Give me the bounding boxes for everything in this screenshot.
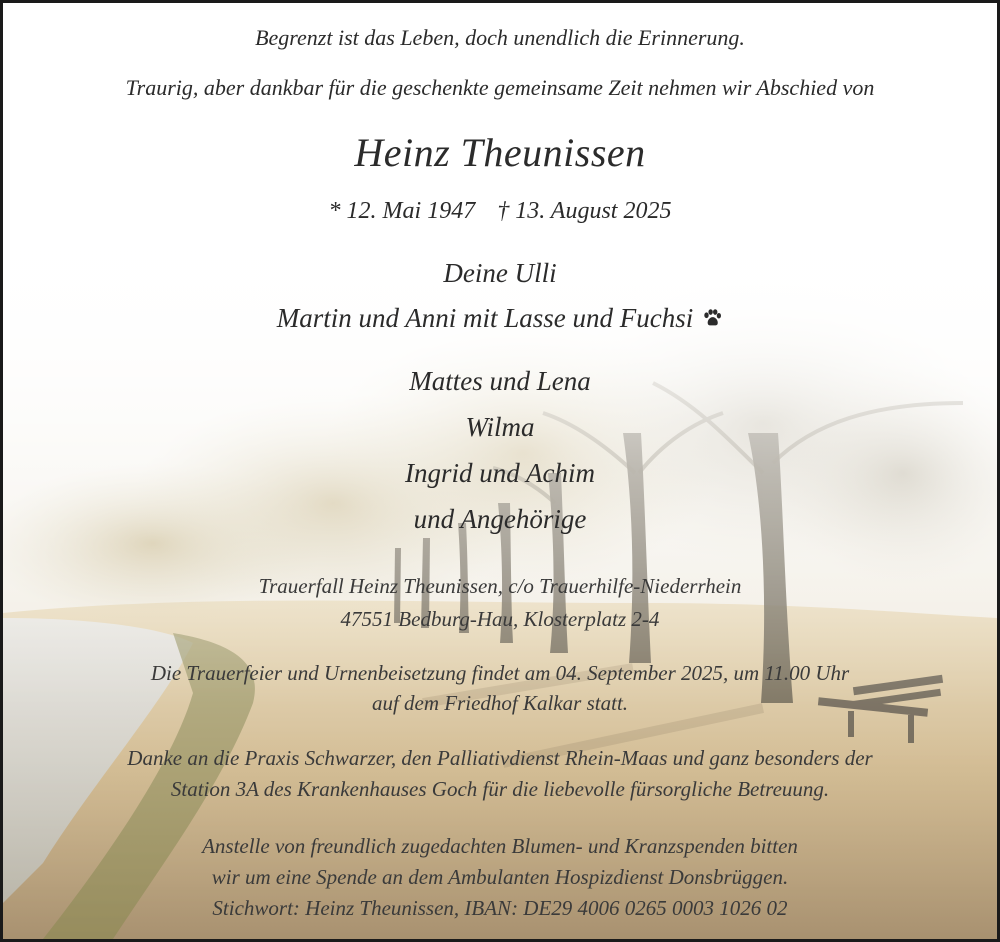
- mourner-line: Deine Ulli: [443, 258, 557, 288]
- donation-line: Anstelle von freundlich zugedachten Blumen- und Kranzspenden bitten: [202, 834, 798, 858]
- mourner-line: Ingrid und Achim: [405, 458, 595, 488]
- address-line: Trauerfall Heinz Theunissen, c/o Trauerhilfe-Niederrhein: [258, 574, 742, 598]
- mourner-line: Wilma: [465, 412, 535, 442]
- motto: Begrenzt ist das Leben, doch unendlich die Erinnerung.: [255, 25, 745, 50]
- donation-line: wir um eine Spende an dem Ambulanten Hospizdienst Donsbrüggen.: [211, 865, 789, 889]
- thanks-line: Danke an die Praxis Schwarzer, den Palliativdienst Rhein-Maas und ganz besonders der: [127, 746, 873, 770]
- ceremony-line: Die Trauerfeier und Urnenbeisetzung findet am 04. September 2025, um 11.00 Uhr: [150, 661, 850, 685]
- mourner-line: Mattes und Lena: [409, 366, 591, 396]
- mourner-line: [3, 303, 997, 336]
- mourner-text: Martin und Anni mit Lasse und Fuchsi: [276, 303, 694, 333]
- donation-line: Stichwort: Heinz Theunissen, IBAN: DE29 4006 0265 0003 1026 02: [212, 896, 788, 920]
- birth-date: * 12. Mai 1947: [328, 198, 476, 224]
- address-line: 47551 Bedburg-Hau, Klosterplatz 2-4: [340, 607, 660, 631]
- ceremony-line: auf dem Friedhof Kalkar statt.: [371, 691, 629, 715]
- paw-icon: [701, 305, 723, 336]
- intro-text: Traurig, aber dankbar für die geschenkte gemeinsame Zeit nehmen wir Abschied von: [125, 75, 875, 100]
- thanks-line: Station 3A des Krankenhauses Goch für die liebevolle fürsorgliche Betreuung.: [170, 777, 830, 801]
- death-date: † 13. August 2025: [497, 198, 672, 224]
- deceased-name: Heinz Theunissen: [354, 130, 646, 175]
- mourner-line: und Angehörige: [413, 504, 587, 534]
- life-dates: [3, 198, 997, 225]
